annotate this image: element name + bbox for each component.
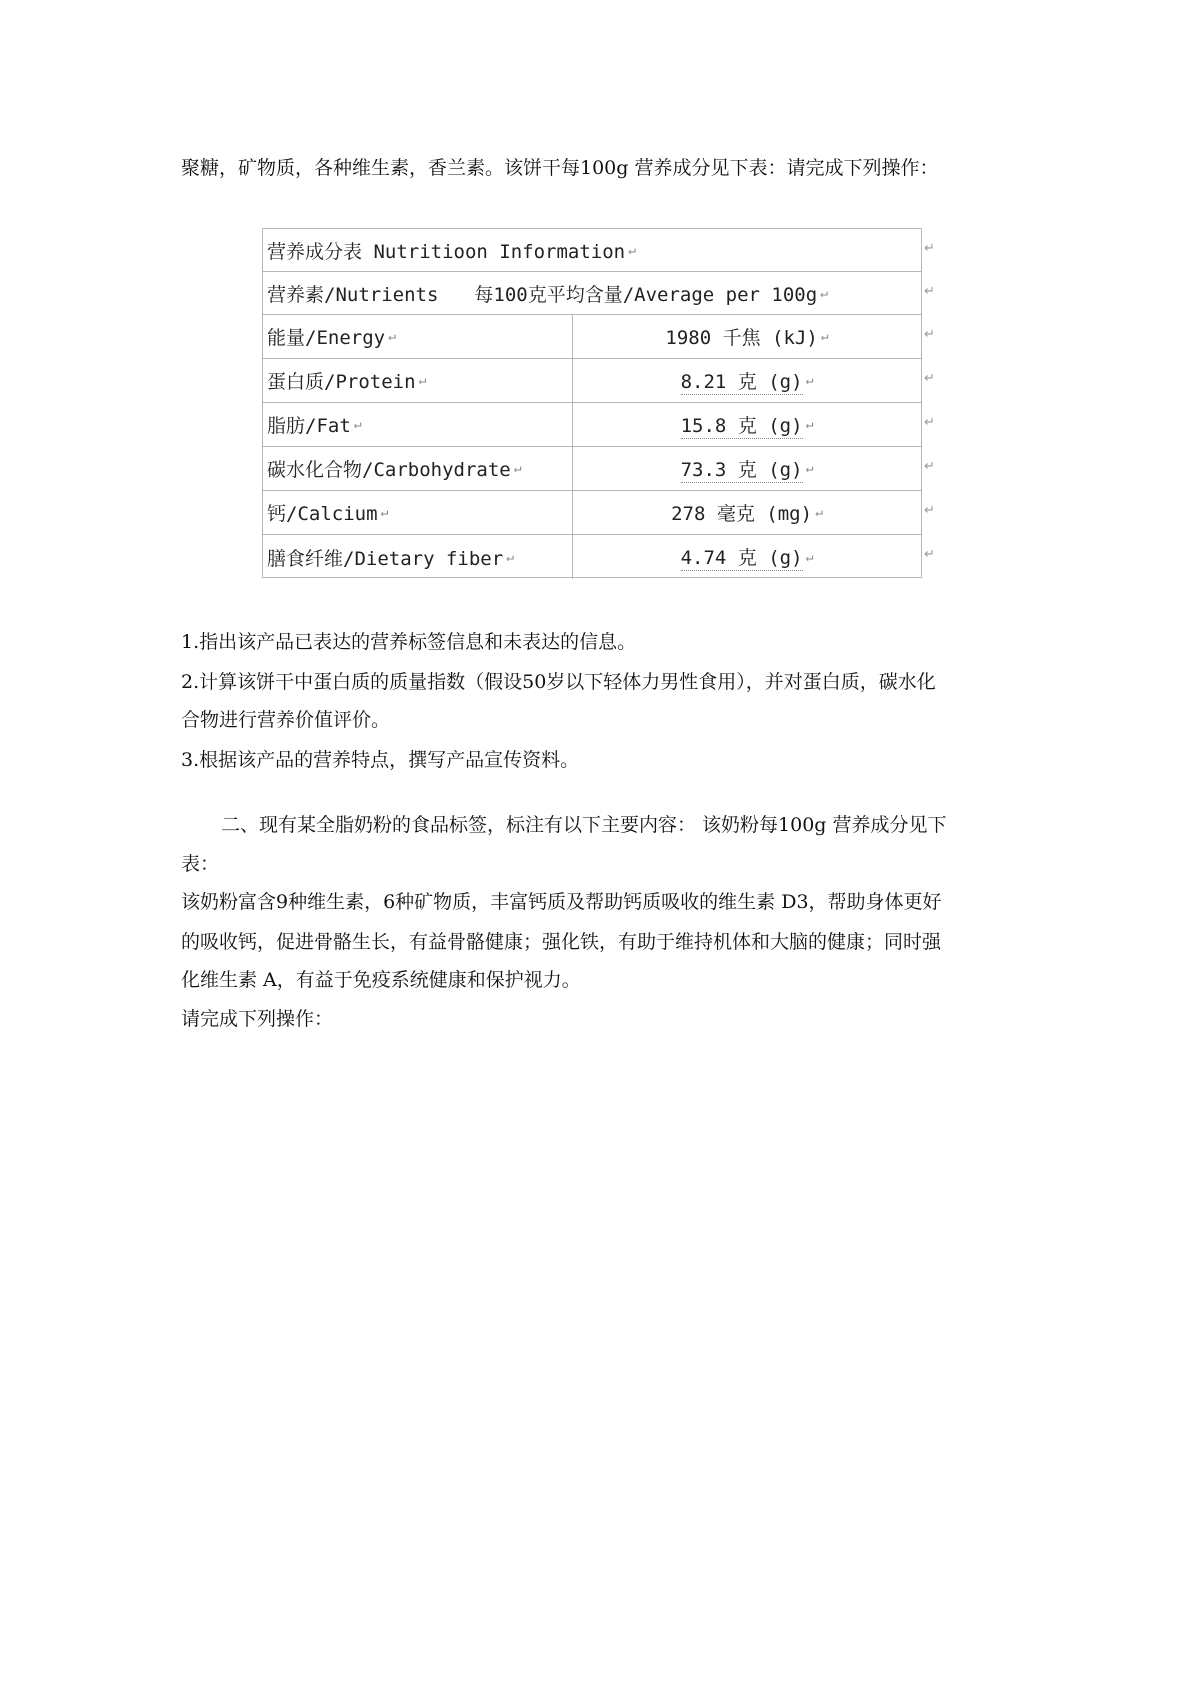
return-mark-icon: ↵ — [924, 371, 935, 386]
return-mark-icon: ↵ — [924, 547, 935, 562]
section2-line5: 化维生素 A，有益于免疫系统健康和保护视力。 — [181, 969, 581, 991]
return-mark-icon: ↵ — [380, 505, 389, 520]
return-mark-icon: ↵ — [805, 461, 814, 476]
question-2: 2.计算该饼干中蛋白质的质量指数（假设50岁以下轻体力男性食用），并对蛋白质，碳水化 — [181, 671, 936, 693]
nutrient-name: 脂肪/Fat — [267, 415, 351, 437]
nutrient-value: 278 毫克 (mg) — [671, 503, 813, 525]
return-mark-icon: ↵ — [924, 241, 935, 256]
question-3: 3.根据该产品的营养特点，撰写产品宣传资料。 — [181, 749, 580, 771]
table-row — [263, 447, 921, 491]
nutrient-value: 4.74 克 (g) — [681, 543, 803, 571]
table-row — [263, 491, 921, 535]
table-title: 营养成分表 Nutritioon Information — [267, 240, 626, 263]
intro-text: 聚糖，矿物质，各种维生素，香兰素。该饼干每100g 营养成分见下表：请完成下列操作： — [181, 157, 939, 179]
table-title-row — [263, 229, 921, 272]
section2-line4: 的吸收钙，促进骨骼生长，有益骨骼健康；强化铁，有助于维持机体和大脑的健康；同时强 — [181, 931, 942, 953]
return-mark-icon: ↵ — [513, 461, 522, 476]
return-mark-icon: ↵ — [820, 329, 829, 344]
nutrient-name: 碳水化合物/Carbohydrate — [267, 459, 511, 481]
table-row — [263, 315, 921, 359]
return-mark-icon: ↵ — [820, 285, 828, 301]
nutrient-value: 73.3 克 (g) — [681, 455, 803, 483]
question-2-cont: 合物进行营养价值评价。 — [181, 709, 391, 731]
return-mark-icon: ↵ — [924, 503, 935, 518]
return-mark-icon: ↵ — [628, 242, 636, 258]
section2-line2: 表： — [181, 853, 220, 875]
nutrition-table — [262, 228, 922, 578]
table-row — [263, 535, 921, 579]
table-header-row — [263, 272, 921, 315]
nutrient-value: 1980 千焦 (kJ) — [665, 327, 818, 349]
return-mark-icon: ↵ — [805, 549, 814, 565]
section2-line3: 该奶粉富含9种维生素，6种矿物质，丰富钙质及帮助钙质吸收的维生素 D3，帮助身体更好 — [181, 891, 942, 913]
header-right: 每100克平均含量/Average per 100g — [474, 283, 818, 306]
question-1: 1.指出该产品已表达的营养标签信息和未表达的信息。 — [181, 631, 637, 653]
section2-line6: 请完成下列操作： — [181, 1008, 334, 1030]
return-mark-icon: ↵ — [924, 284, 935, 299]
table-row — [263, 359, 921, 403]
nutrient-name: 能量/Energy — [267, 327, 386, 349]
header-left: 营养素/Nutrients — [267, 283, 439, 306]
nutrient-name: 钙/Calcium — [267, 503, 378, 525]
return-mark-icon: ↵ — [418, 373, 427, 388]
table-row — [263, 403, 921, 447]
return-mark-icon: ↵ — [353, 417, 362, 432]
return-mark-icon: ↵ — [924, 327, 935, 342]
nutrient-value: 15.8 克 (g) — [681, 411, 803, 439]
return-mark-icon: ↵ — [815, 505, 823, 520]
return-mark-icon: ↵ — [805, 373, 814, 388]
return-mark-icon: ↵ — [388, 329, 396, 344]
nutrient-name: 膳食纤维/Dietary fiber — [267, 547, 504, 570]
return-mark-icon: ↵ — [805, 417, 814, 432]
section2-line1: 二、现有某全脂奶粉的食品标签，标注有以下主要内容： 该奶粉每100g 营养成分见下 — [221, 814, 947, 836]
return-mark-icon: ↵ — [924, 415, 935, 430]
nutrient-name: 蛋白质/Protein — [267, 371, 416, 393]
nutrient-value: 8.21 克 (g) — [681, 367, 803, 395]
return-mark-icon: ↵ — [924, 459, 935, 474]
return-mark-icon: ↵ — [506, 549, 514, 565]
